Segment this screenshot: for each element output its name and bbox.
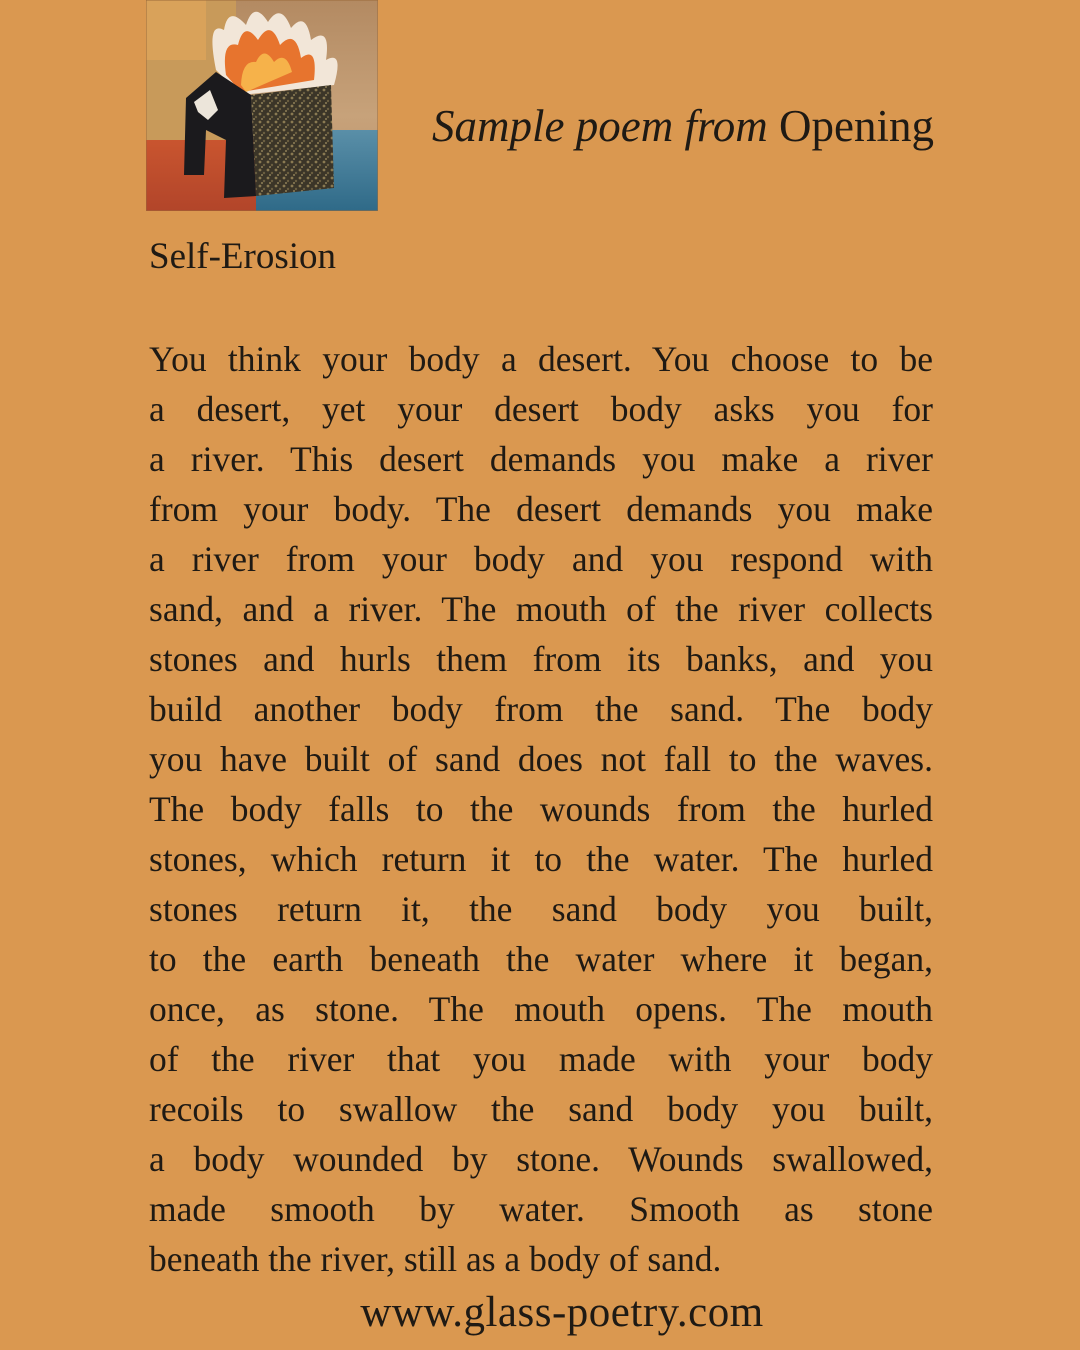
- poem-line: from your body. The desert demands you make: [149, 489, 933, 529]
- book-cover-image: [146, 0, 378, 211]
- page-heading: [432, 98, 934, 154]
- poem-line: a desert, yet your desert body asks you for: [149, 389, 933, 429]
- poem-line: stones, which return it to the water. The hurled: [149, 839, 933, 879]
- heading-prefix: Sample poem from: [432, 101, 768, 151]
- poem-line: recoils to swallow the sand body you built,: [149, 1089, 933, 1129]
- poem-line: You think your body a desert. You choose to be: [149, 339, 933, 379]
- poem-line: once, as stone. The mouth opens. The mouth: [149, 989, 933, 1029]
- poem-line: you have built of sand does not fall to the waves.: [149, 739, 933, 779]
- poem-line: sand, and a river. The mouth of the river collects: [149, 589, 933, 629]
- poem-line: a river. This desert demands you make a river: [149, 439, 933, 479]
- poem-body: [149, 334, 933, 1284]
- poem-line: to the earth beneath the water where it began,: [149, 939, 933, 979]
- poem-line: The body falls to the wounds from the hurled: [149, 789, 933, 829]
- poem-line: of the river that you made with your body: [149, 1039, 933, 1079]
- poem-line: beneath the river, still as a body of sand.: [149, 1239, 722, 1279]
- poem-line: stones return it, the sand body you built,: [149, 889, 933, 929]
- book-title: Opening: [779, 101, 935, 151]
- poem-line: build another body from the sand. The body: [149, 689, 933, 729]
- poem-title: Self-Erosion: [149, 236, 337, 277]
- poem-line: made smooth by water. Smooth as stone: [149, 1189, 933, 1229]
- poem-line: a river from your body and you respond with: [149, 539, 933, 579]
- poem-line: a body wounded by stone. Wounds swallowed,: [149, 1139, 933, 1179]
- website-url[interactable]: www.glass-poetry.com: [360, 1289, 764, 1336]
- poem-line: stones and hurls them from its banks, and you: [149, 639, 933, 679]
